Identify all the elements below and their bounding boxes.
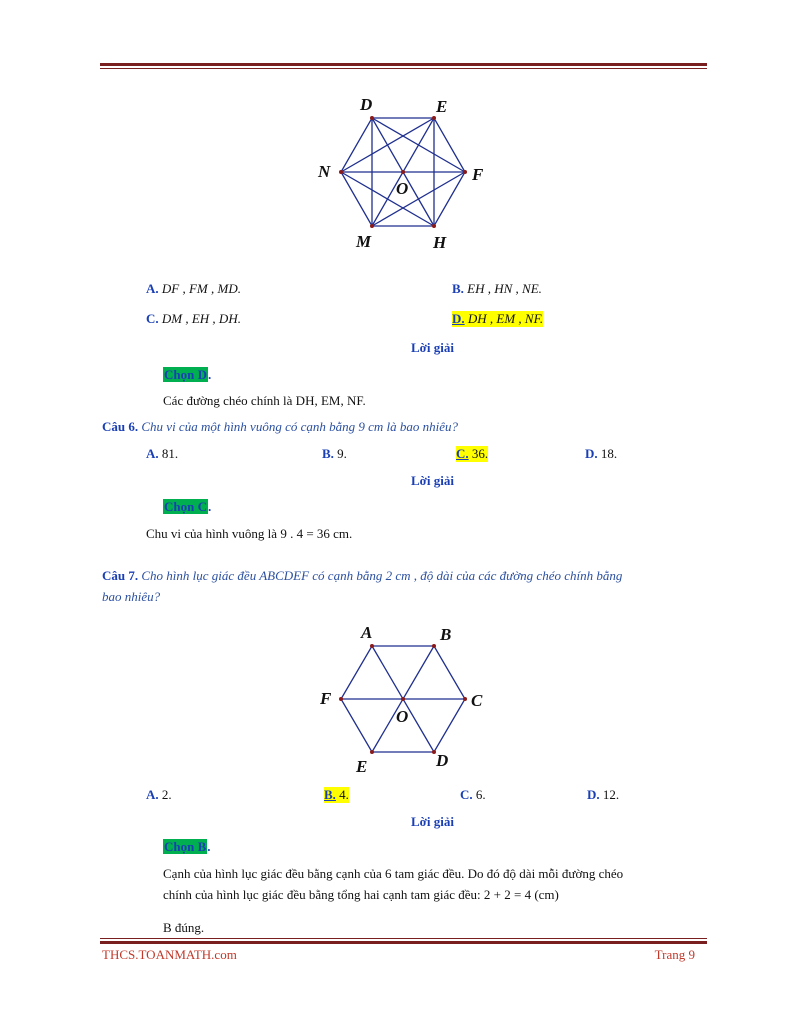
q5-explanation: Các đường chéo chính là DH, EM, NF. xyxy=(163,393,366,408)
label-O: O xyxy=(396,707,409,726)
q7-option-a: A. 2. xyxy=(146,787,172,802)
label-F: F xyxy=(320,689,332,708)
hexagon-figure-2 xyxy=(310,618,500,778)
q5-option-b: B. EH , HN , NE. xyxy=(452,281,542,296)
q7-option-c: C. 6. xyxy=(460,787,486,802)
q6-solution-title: Lời giải xyxy=(411,473,454,488)
q6-option-d: D. 18. xyxy=(585,446,618,461)
q6-option-c: C. 36. xyxy=(456,446,489,461)
q7-question: Câu 7. Cho hình lục giác đều ABCDEF có cạnh bằng 2 cm , độ dài của các đường chéo chính bằng bao nhiêu? xyxy=(102,568,623,604)
q7-option-b: B. 4. xyxy=(324,787,349,802)
q7-conclusion: B đúng. xyxy=(163,920,205,935)
label-N: N xyxy=(318,162,331,181)
hexagon-figure-1 xyxy=(310,90,500,255)
label-C: C xyxy=(471,691,483,710)
q5-option-c: C. DM , EH , DH. xyxy=(146,311,241,326)
q6-question: Câu 6. Chu vi của một hình vuông có cạnh bằng 9 cm là bao nhiêu? xyxy=(102,419,459,434)
q7-option-d: D. 12. xyxy=(587,787,620,802)
q6-explanation: Chu vi của hình vuông là 9 . 4 = 36 cm. xyxy=(146,526,353,541)
q7-explanation: Cạnh của hình lục giác đều bằng cạnh của 6 tam giác đều. Do đó độ dài mỗi đường chéo chính của hình lục giác đều bằng tổng hai cạnh tam giác đều: 2 + 2 = 4 (cm) xyxy=(163,866,624,902)
label-D: D xyxy=(436,751,449,770)
q5-option-a: A. DF , FM , MD. xyxy=(146,281,241,296)
label-H: H xyxy=(433,233,447,252)
label-E: E xyxy=(436,97,448,116)
label-O: O xyxy=(396,179,409,198)
q7-solution-title: Lời giải xyxy=(411,814,454,829)
label-A: A xyxy=(361,623,373,642)
label-D: D xyxy=(360,95,373,114)
q5-option-d: D. DH , EM , NF. xyxy=(452,311,544,326)
q5-chosen: Chọn D. xyxy=(164,367,212,382)
label-B: B xyxy=(440,625,452,644)
label-M: M xyxy=(356,232,372,251)
q7-chosen: Chọn B. xyxy=(164,839,211,854)
footer-rule xyxy=(100,938,707,944)
header-rule xyxy=(100,63,707,69)
q6-option-a: A. 81. xyxy=(146,446,179,461)
q5-solution-title: Lời giải xyxy=(411,340,454,355)
label-F: F xyxy=(472,165,484,184)
q6-option-b: B. 9. xyxy=(322,446,347,461)
q6-chosen: Chọn C. xyxy=(164,499,212,514)
label-E: E xyxy=(356,757,368,776)
footer-site: THCS.TOANMATH.com xyxy=(102,947,237,962)
footer-page-number: Trang 9 xyxy=(654,947,695,962)
